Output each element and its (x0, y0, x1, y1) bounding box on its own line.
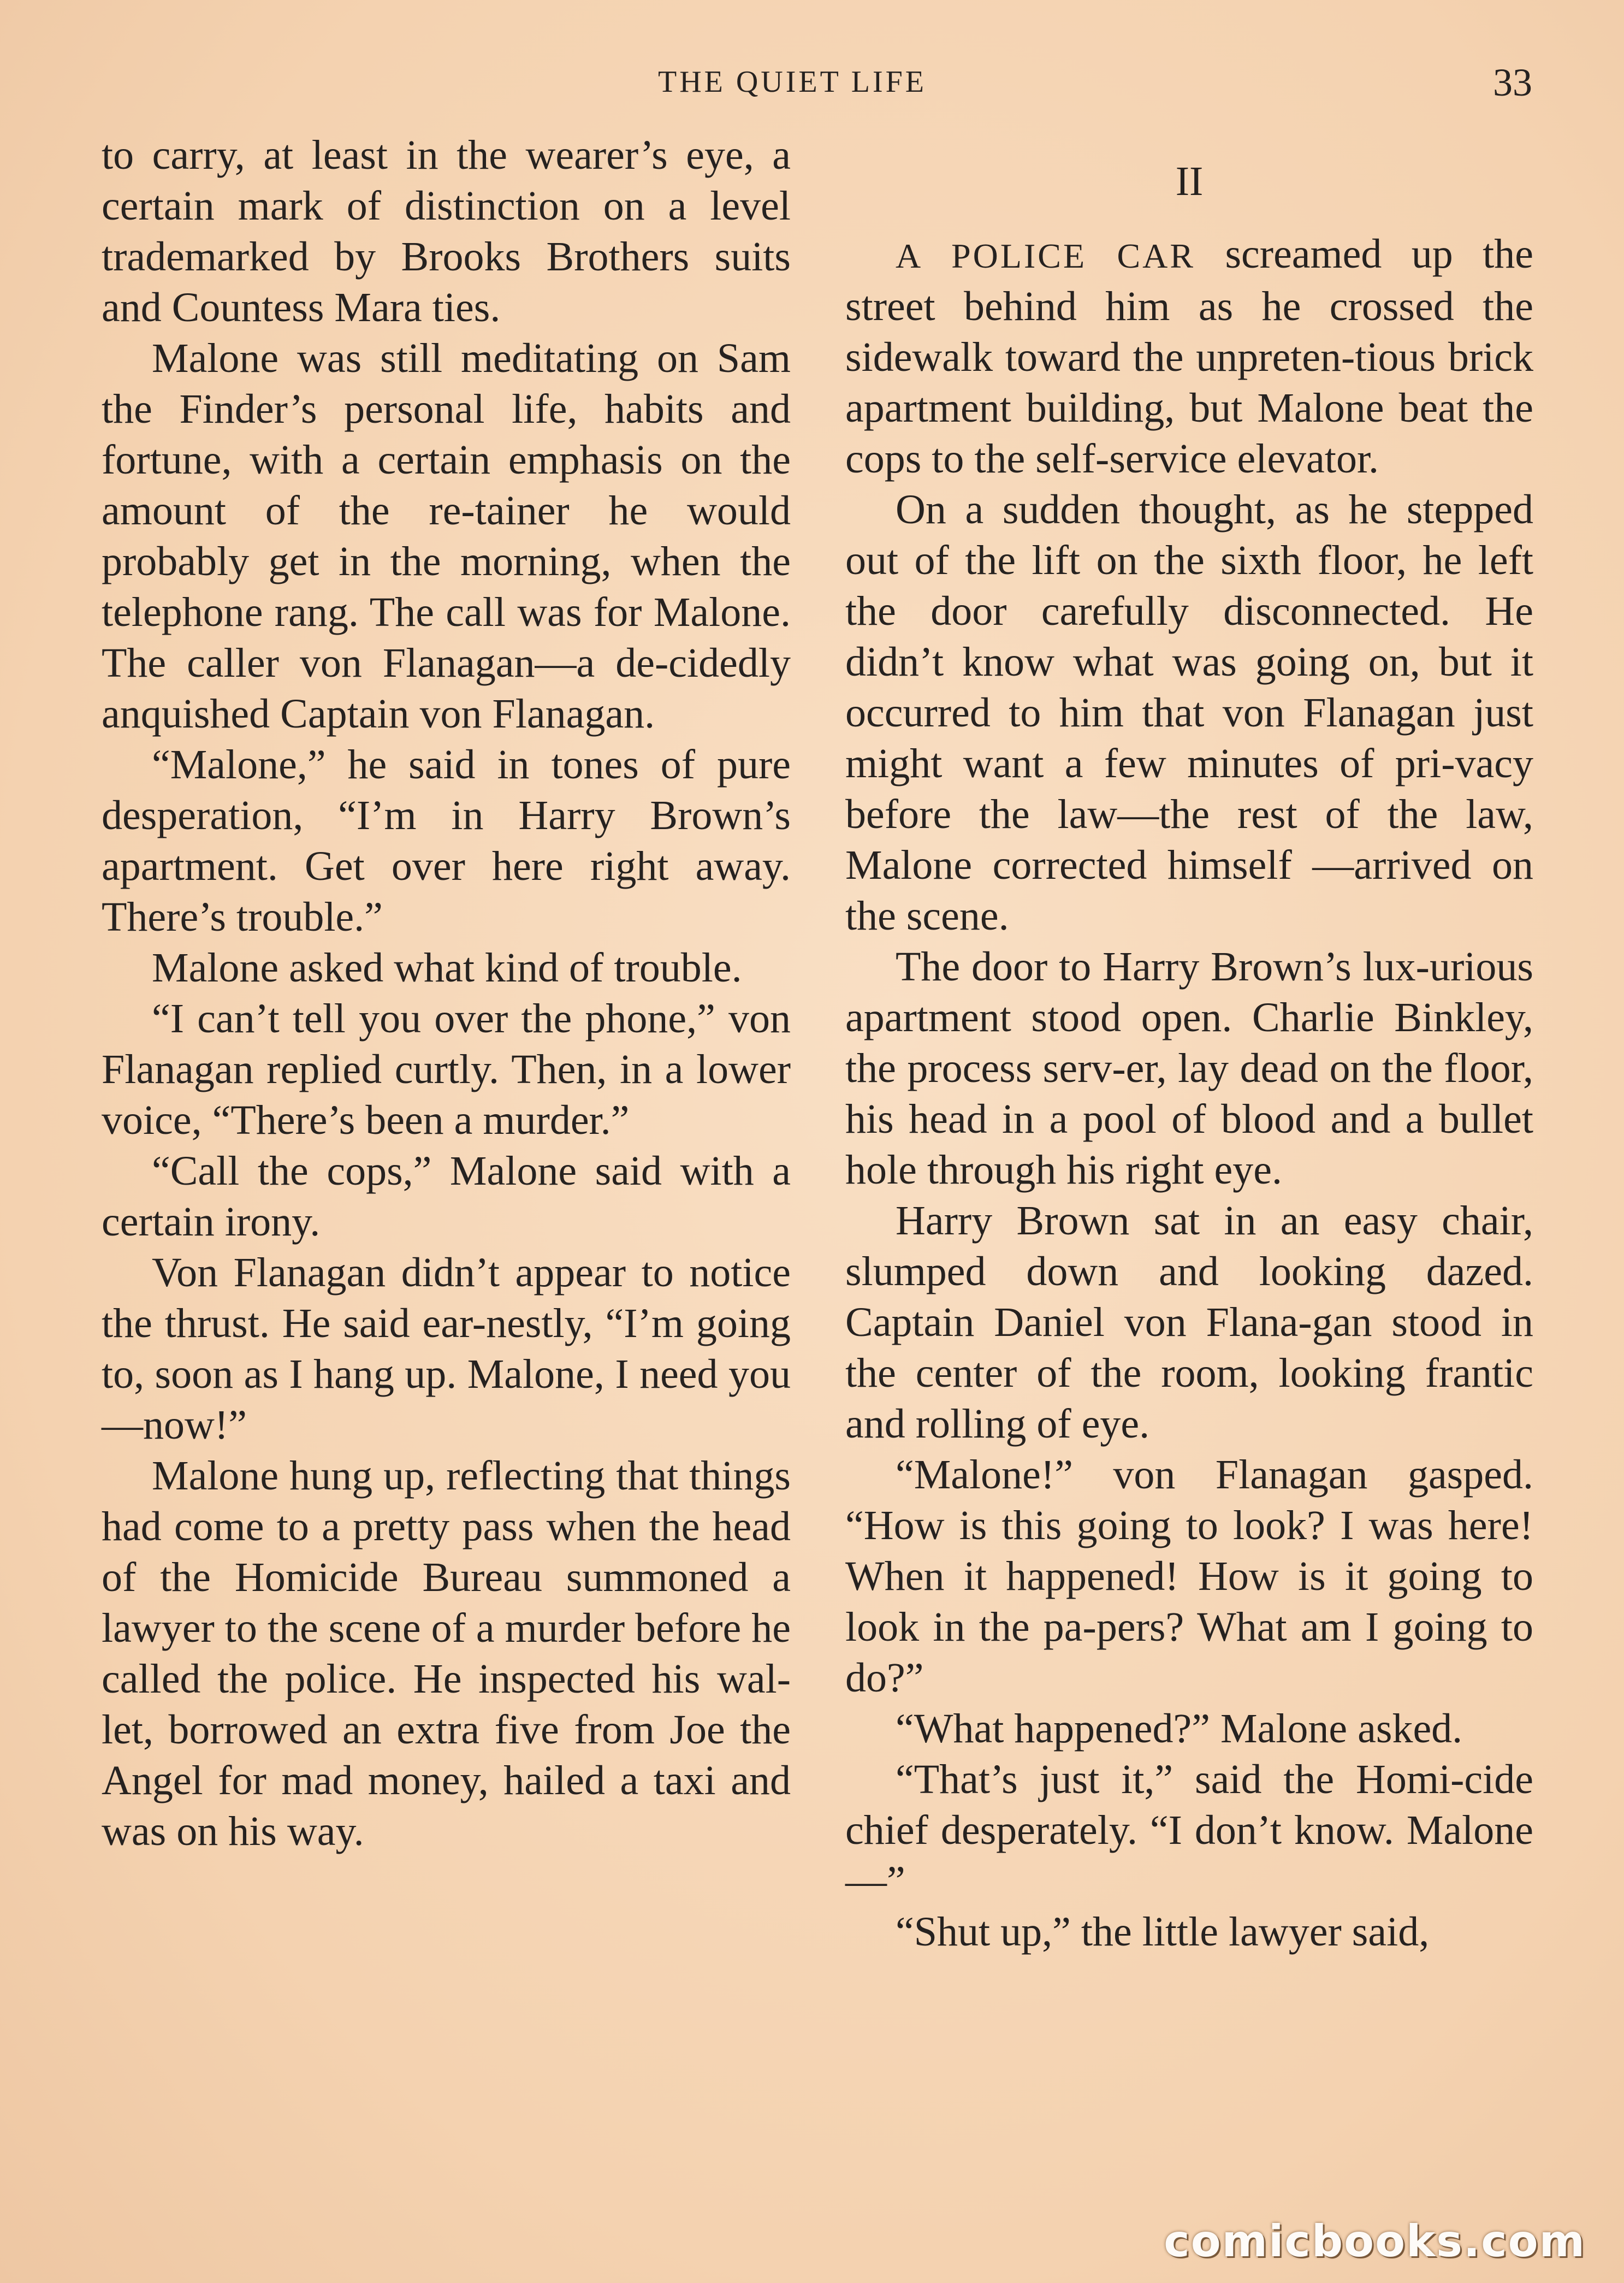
paragraph: On a sudden thought, as he stepped out of the lift on the sixth floor, he left the door carefully disconnected. He didn’t know what was going on, but it occurred to him that von Flanagan just might want a few minutes of pri-vacy before the law—the rest of the law, Malone corrected himself —arrived on the scene. (845, 487, 1533, 939)
paragraph: “I can’t tell you over the phone,” von Flanagan replied curtly. Then, in a lower voice, “There’s been a murder.” (102, 996, 791, 1143)
paragraph: The door to Harry Brown’s lux-urious apartment stood open. Charlie Binkley, the process serv-er, lay dead on the floor, his head in a pool of blood and a bullet hole through his right eye. (845, 944, 1533, 1193)
paragraph: “Malone!” von Flanagan gasped. “How is this going to look? I was here! When it happened! How is it going to look in the pa-pers? What am I going to do?” (845, 1452, 1533, 1701)
paragraph: Malone asked what kind of trouble. (152, 945, 742, 991)
paragraph: “Malone,” he said in tones of pure desperation, “I’m in Harry Brown’s apartment. Get over here right away. There’s trouble.” (102, 742, 791, 940)
paragraph: to carry, at least in the wearer’s eye, a certain mark of distinction on a level trademarked by Brooks Brothers suits and Countess Mara ties. (102, 132, 791, 330)
paragraph: Harry Brown sat in an easy chair, slumped down and looking dazed. Captain Daniel von Flana-gan stood in the center of the room, looking frantic and rolling of eye. (845, 1198, 1533, 1447)
running-title: THE QUIET LIFE (658, 65, 927, 99)
paragraph-text: screamed up the street behind him as he crossed the sidewalk toward the unpreten-tious brick apartment building, but Malone beat the cops to the self-service elevator. (845, 231, 1534, 482)
watermark: comicbooks.com (1164, 2216, 1586, 2267)
page-header (0, 61, 1624, 108)
paragraph: Von Flanagan didn’t appear to notice the thrust. He said ear-nestly, “I’m going to, soon as I hang up. Malone, I need you—now!” (102, 1250, 791, 1448)
paragraph: “Shut up,” the little lawyer said, (896, 1909, 1430, 1955)
paragraph: Malone hung up, reflecting that things had come to a pretty pass when the head of the Homicide Bureau summoned a lawyer to the scene of a murder before he called the police. He inspected his wal-let, borrowed an extra five from Joe the Angel for mad money, hailed a taxi and was on his way. (102, 1453, 791, 1854)
paragraph: “Call the cops,” Malone said with a certain irony. (102, 1148, 791, 1245)
page-number: 33 (1493, 61, 1532, 104)
paragraph: “That’s just it,” said the Homi-cide chief desperately. “I don’t know. Malone—” (845, 1756, 1533, 1904)
section-heading: II (1175, 158, 1204, 204)
paragraph: “What happened?” Malone asked. (896, 1706, 1463, 1752)
paragraph: Malone was still meditating on Sam the Finder’s personal life, habits and fortune, with a certain emphasis on the amount of the re-tainer he would probably get in the morning, when the telephone rang. The call was for Malone. The caller von Flanagan—a de-cidedly anquished Captain von Flanagan. (102, 335, 791, 737)
paragraph (845, 229, 1533, 484)
right-column (845, 130, 1533, 1957)
lead-smallcaps: A POLICE CAR (896, 236, 1196, 275)
left-column (102, 130, 791, 1857)
